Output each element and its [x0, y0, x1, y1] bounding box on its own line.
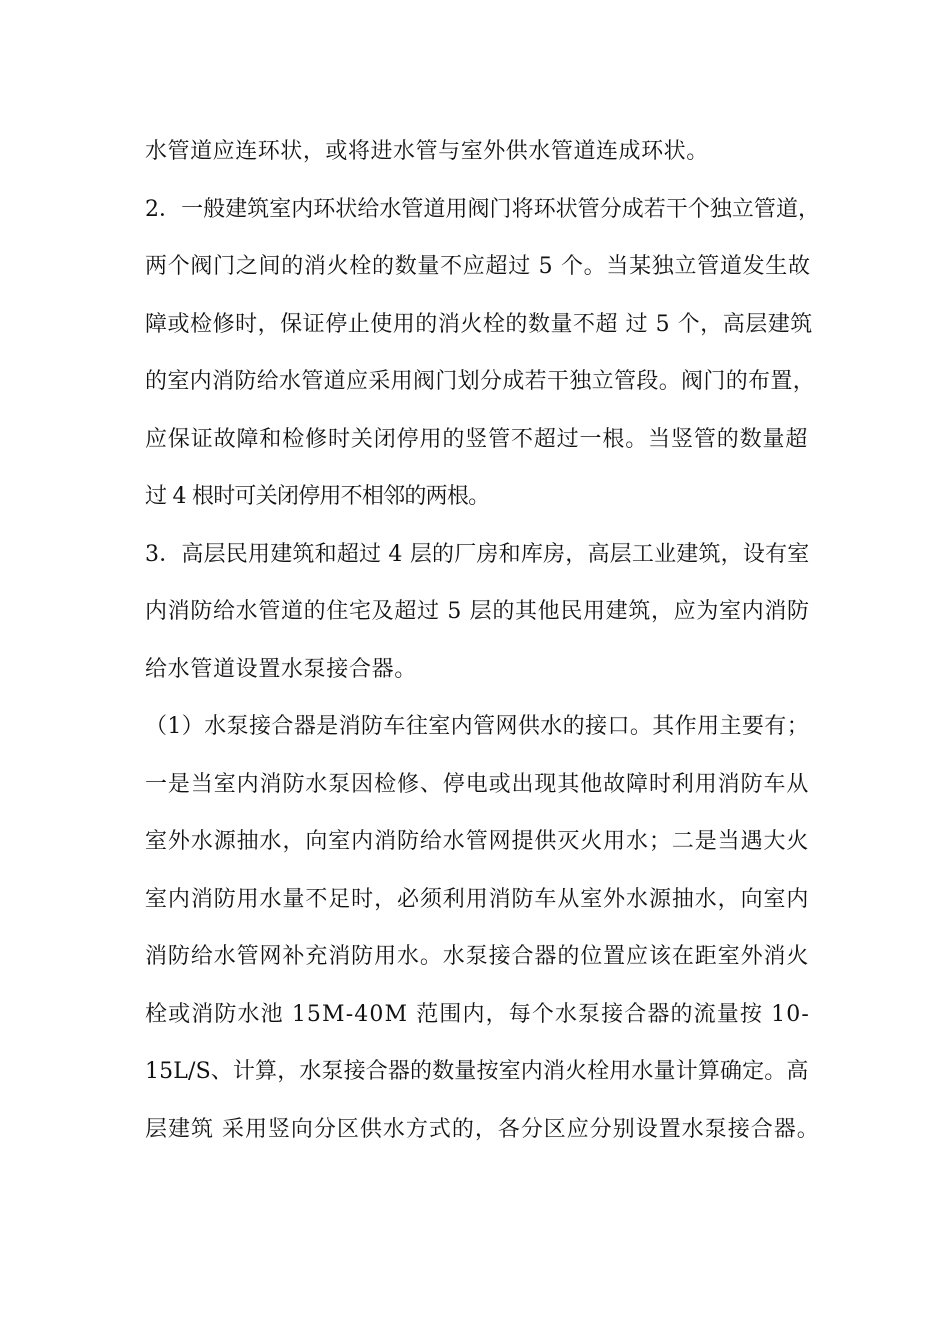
- text-line-15: 消防给水管网补充消防用水。水泵接合器的位置应该在距室外消火: [145, 944, 810, 969]
- text-line-6: 应保证故障和检修时关闭停用的竖管不超过一根。当竖管的数量超: [145, 427, 809, 452]
- text-line-18: 层建筑 采用竖向分区供水方式的，各分区应分别设置水泵接合器。: [145, 1117, 820, 1142]
- text-line-5: 的室内消防给水管道应采用阀门划分成若干独立管段。阀门的布置，: [145, 369, 816, 394]
- text-line-12: 一是当室内消防水泵因检修、停电或出现其他故障时利用消防车从: [145, 772, 810, 797]
- text-line-7: 过 4 根时可关闭停用不相邻的两根。: [145, 484, 490, 509]
- text-line-2: 2．一般建筑室内环状给水管道用阀门将环状管分成若干个独立管道，: [145, 197, 821, 222]
- text-line-9: 内消防给水管道的住宅及超过 5 层的其他民用建筑，应为室内消防: [145, 599, 810, 624]
- text-line-10: 给水管道设置水泵接合器。: [145, 657, 417, 682]
- text-line-4: 障或检修时，保证停止使用的消火栓的数量不超 过 5 个，高层建筑: [145, 312, 813, 337]
- text-line-13: 室外水源抽水，向室内消防给水管网提供灭火用水；二是当遇大火: [145, 829, 810, 854]
- text-line-14: 室内消防用水量不足时，必须利用消防车从室外水源抽水，向室内: [145, 887, 810, 912]
- text-line-1: 水管道应连环状，或将进水管与室外供水管道连成环状。: [145, 139, 709, 164]
- text-line-8: 3．高层民用建筑和超过 4 层的厂房和库房，高层工业建筑，设有室: [145, 542, 810, 567]
- text-line-17: 15L/S、计算，水泵接合器的数量按室内消火栓用水量计算确定。高: [145, 1059, 809, 1084]
- text-line-3: 两个阀门之间的消火栓的数量不应超过 5 个。当某独立管道发生故: [145, 254, 811, 279]
- text-line-16: 栓或消防水池 15M-40M 范围内，每个水泵接合器的流量按 10-: [145, 1002, 810, 1027]
- text-line-11: （1）水泵接合器是消防车往室内管网供水的接口。其作用主要有；: [145, 714, 810, 739]
